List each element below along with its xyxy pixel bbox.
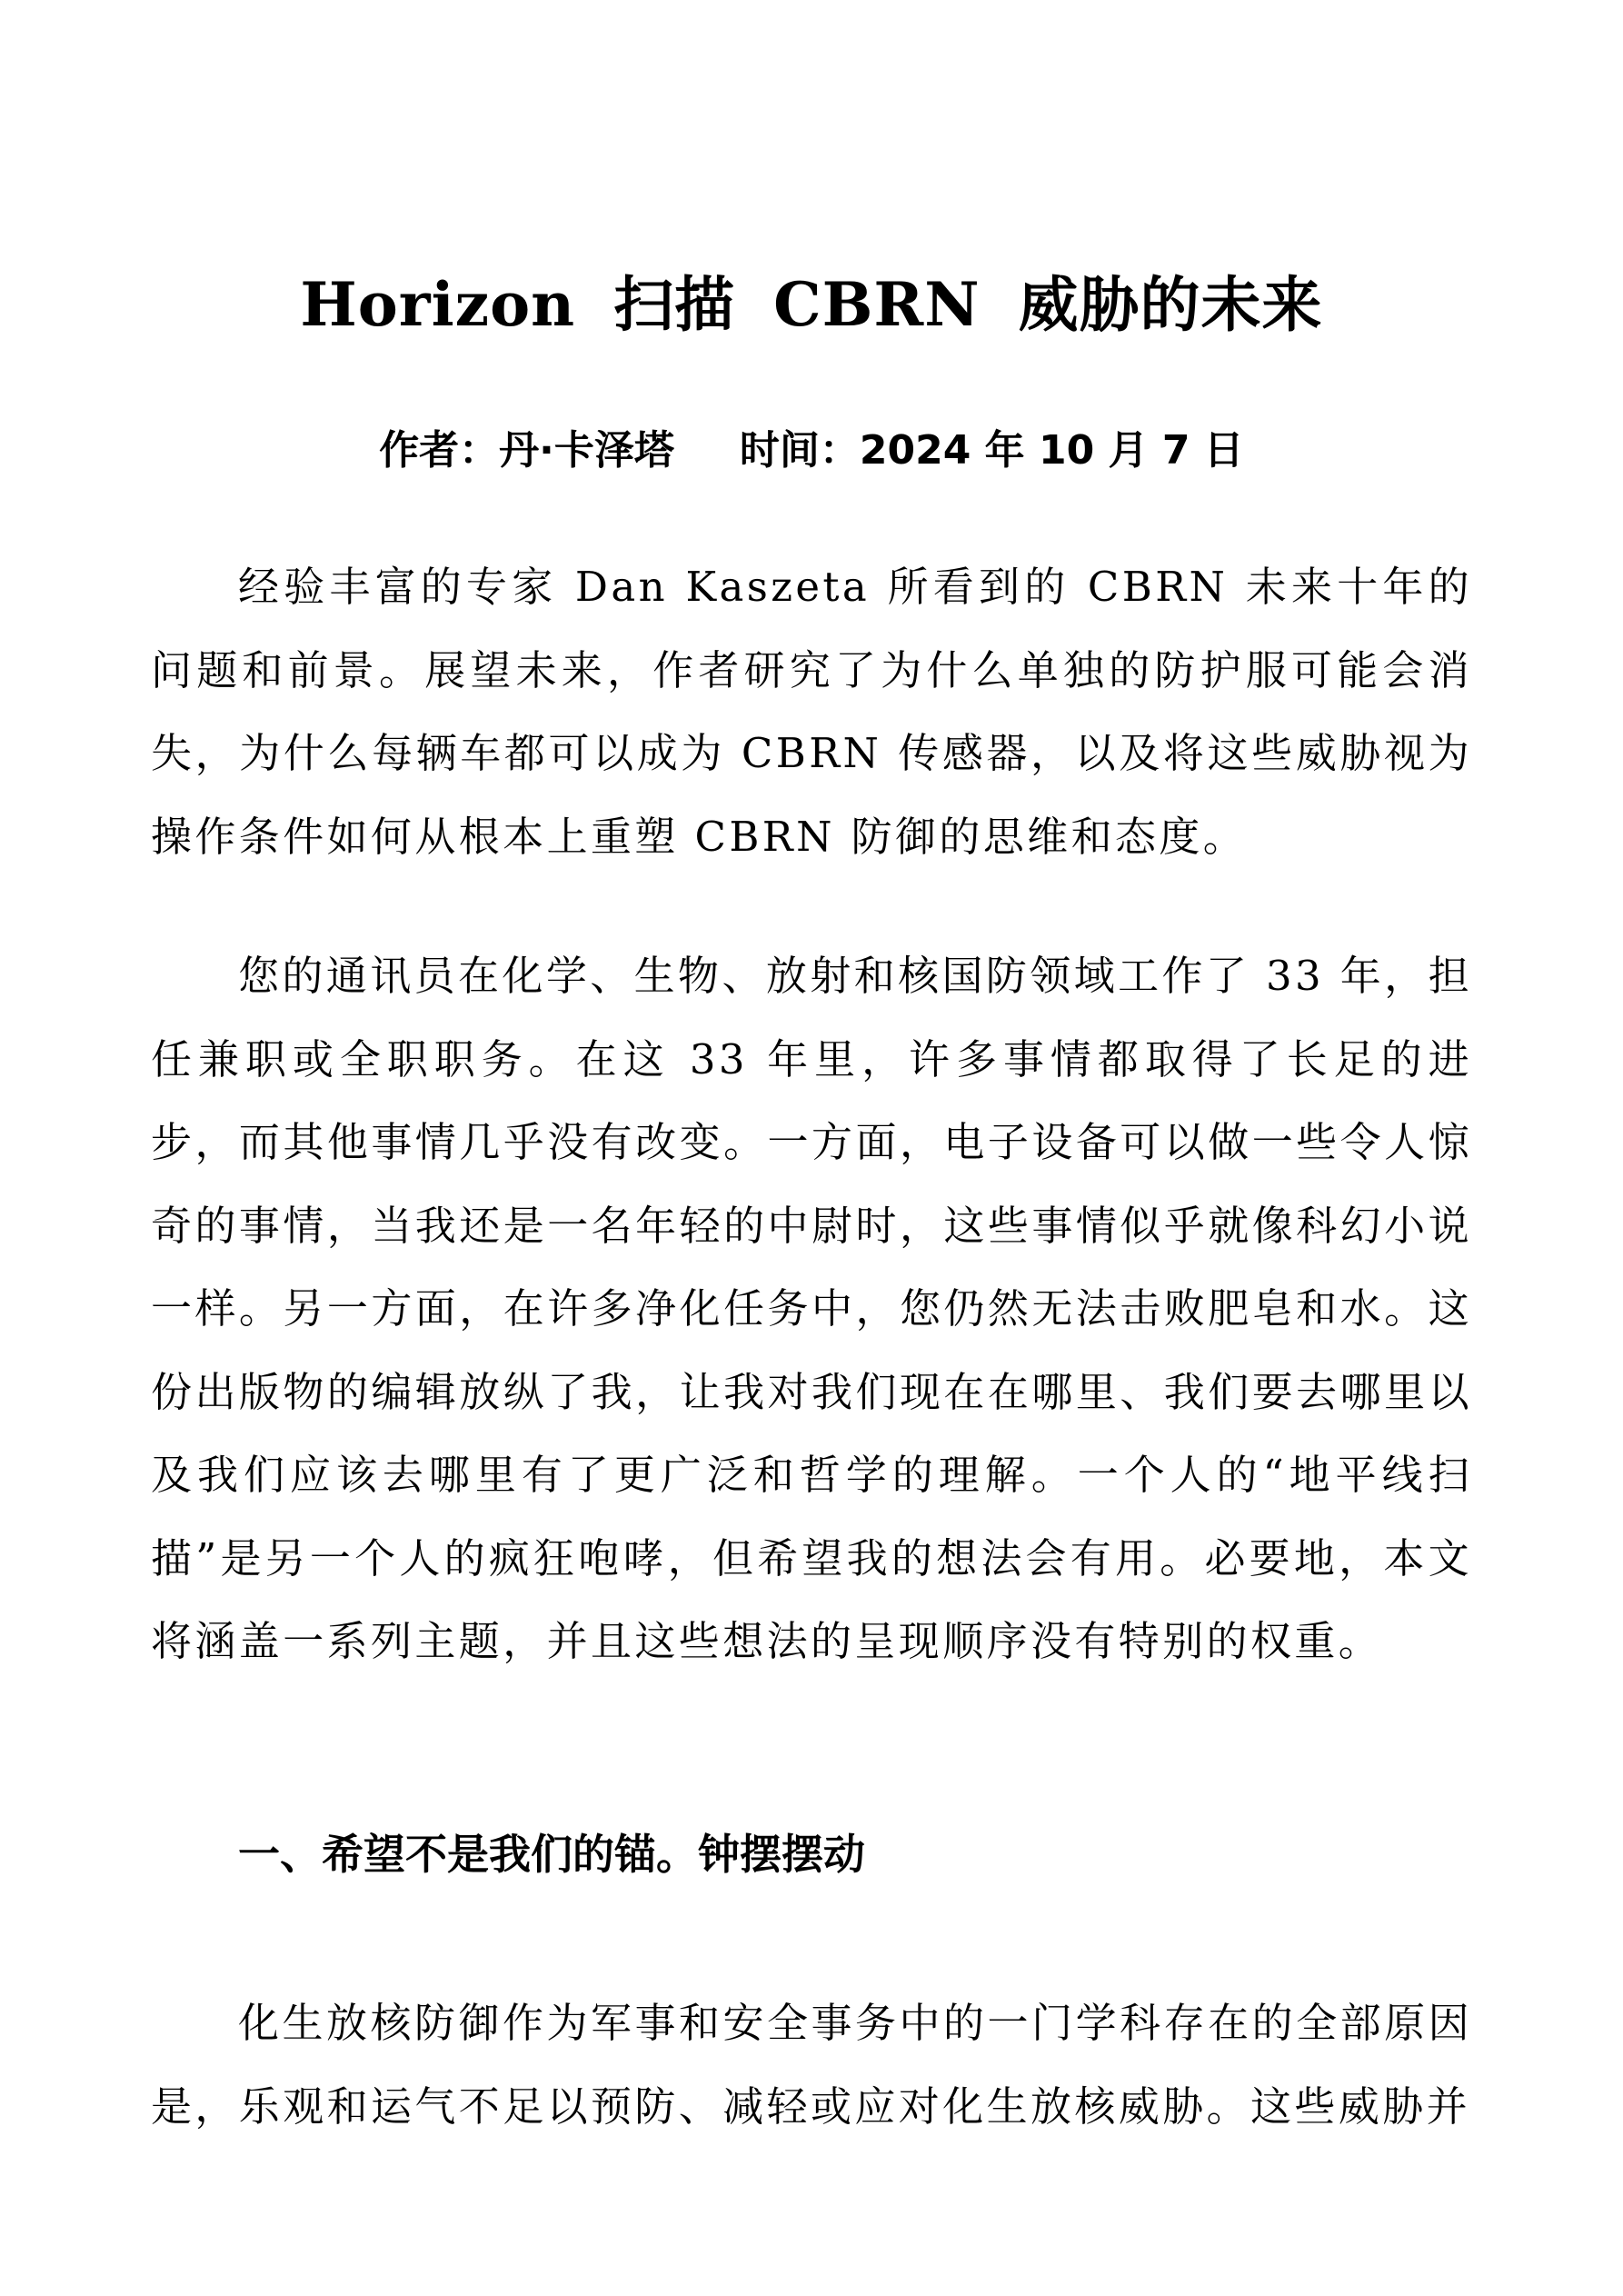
byline xyxy=(0,424,1623,478)
document-title: Horizon 扫描 CBRN 威胁的未来 xyxy=(300,269,1323,340)
date-line: 时间：2024 年 10 月 7 日 xyxy=(739,427,1244,474)
intro-paragraph: 经验丰富的专家 Dan Kaszeta 所看到的 CBRN 未来十年的问题和前景。展望未来，作者研究了为什么单独的防护服可能会消失，为什么每辆车都可以成为 CBRN 传感器，以及将这些威胁视为操作条件如何从根本上重塑 CBRN 防御的思维和态度。 xyxy=(151,563,1472,861)
body-paragraph: 您的通讯员在化学、生物、放射和核国防领域工作了 33 年，担任兼职或全职职务。在这 33 年里，许多事情都取得了长足的进步，而其他事情几乎没有改变。一方面，电子设备可以做一些令人惊奇的事情，当我还是一名年轻的中尉时，这些事情似乎就像科幻小说一样。另一方面，在许多净化任务中，您仍然无法击败肥皂和水。这份出版物的编辑放纵了我，让我对我们现在在哪里、我们要去哪里以及我们应该去哪里有了更广泛和哲学的理解。一个人的“地平线扫描”是另一个人的疯狂咆哮，但希望我的想法会有用。必要地，本文将涵盖一系列主题，并且这些想法的呈现顺序没有特别的权重。 xyxy=(151,952,1472,1665)
section-heading: 一、希望不是我们的锚。钟摆摆动 xyxy=(238,1830,865,1879)
author-line: 作者：丹·卡泽塔 xyxy=(379,427,674,474)
section-paragraph: 化生放核防御作为军事和安全事务中的一门学科存在的全部原因是，乐观和运气不足以预防、减轻或应对化生放核威胁。这些威胁并 xyxy=(151,1999,1472,2131)
